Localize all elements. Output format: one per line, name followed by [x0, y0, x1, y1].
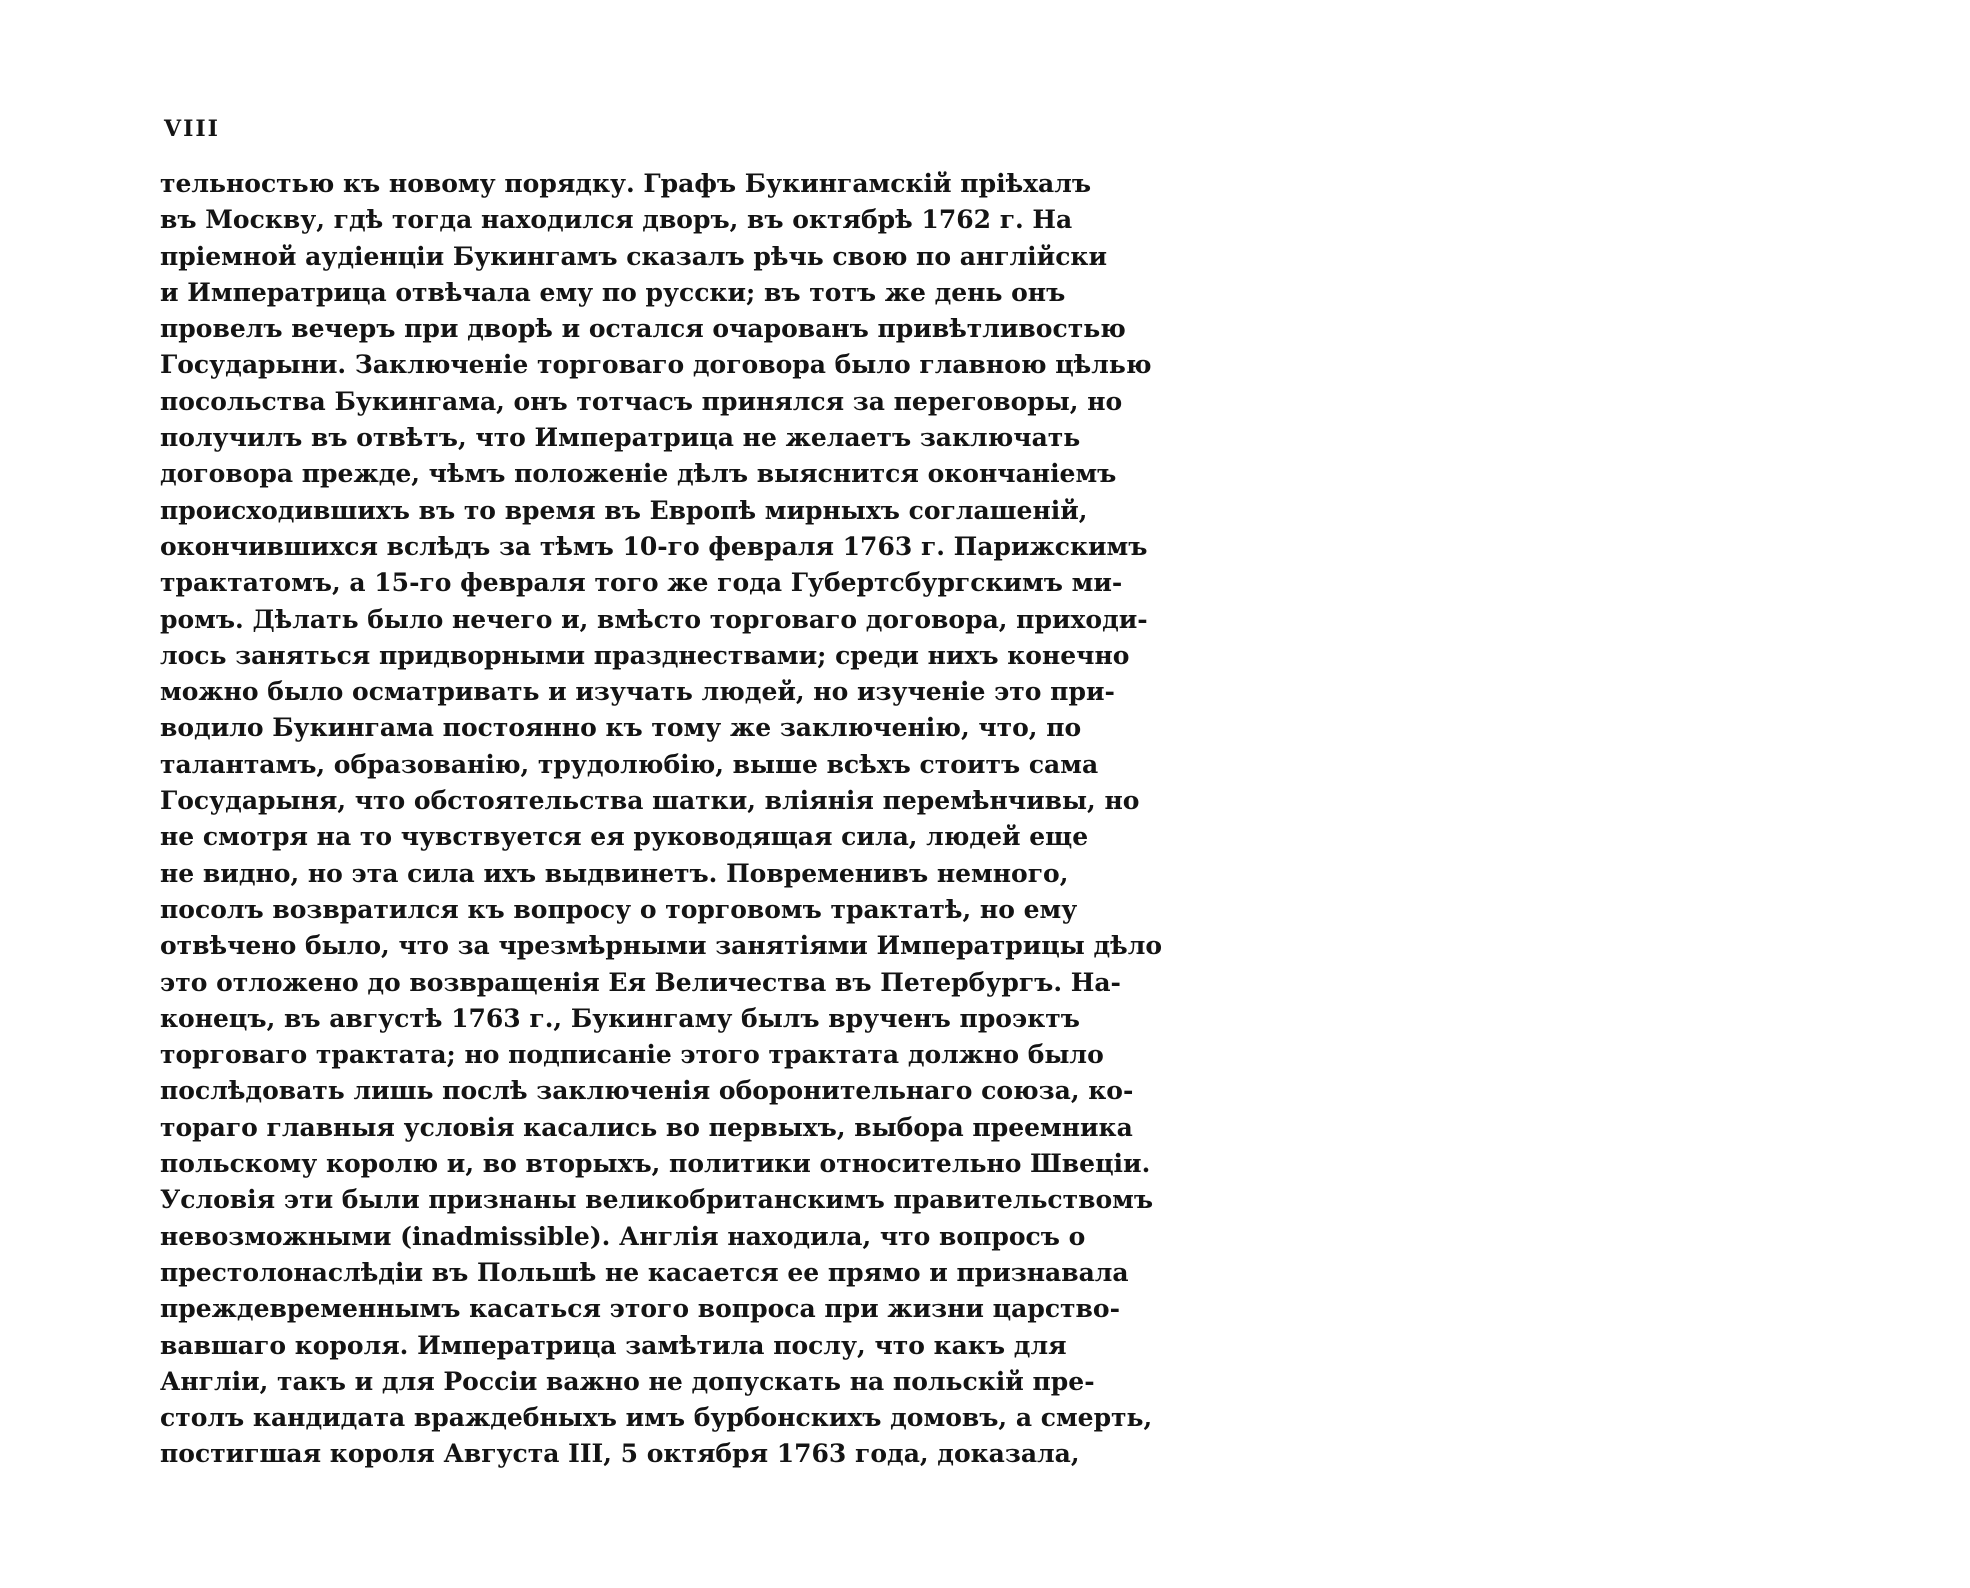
text-line: отвѣчено было, что за чрезмѣрными занятіями Императрицы дѣло: [160, 931, 1163, 961]
text-line: вавшаго короля. Императрица замѣтила послу, что какъ для: [160, 1330, 1067, 1360]
text-line: пріемной аудіенціи Букингамъ сказалъ рѣчь свою по англійски: [160, 241, 1108, 271]
text-line: провелъ вечеръ при дворѣ и остался очарованъ привѣтливостью: [160, 314, 1126, 344]
text-line: можно было осматривать и изучать людей, но изученіе это при-: [160, 677, 1115, 707]
text-line: получилъ въ отвѣтъ, что Императрица не желаетъ заключать: [160, 423, 1081, 453]
text-line: невозможными (inadmissible). Англія находила, что вопросъ о: [160, 1221, 1086, 1251]
text-line: торговаго трактата; но подписаніе этого трактата должно было: [160, 1040, 1104, 1070]
text-line: посольства Букингама, онъ тотчасъ принялся за переговоры, но: [160, 386, 1123, 416]
text-line: послѣдовать лишь послѣ заключенія оборонительнаго союза, ко-: [160, 1076, 1134, 1106]
text-line: престолонаслѣдіи въ Польшѣ не касается ее прямо и признавала: [160, 1257, 1129, 1287]
text-line: происходившихъ въ то время въ Европѣ мирныхъ соглашеній,: [160, 495, 1088, 525]
text-line: польскому королю и, во вторыхъ, политики относительно Швеціи.: [160, 1149, 1151, 1179]
text-line: окончившихся вслѣдъ за тѣмъ 10-го февраля 1763 г. Парижскимъ: [160, 531, 1148, 561]
text-line: талантамъ, образованію, трудолюбію, выше всѣхъ стоитъ сама: [160, 749, 1099, 779]
text-line: водило Букингама постоянно къ тому же заключенію, что, по: [160, 713, 1082, 743]
text-line: посолъ возвратился къ вопросу о торговомъ трактатѣ, но ему: [160, 894, 1078, 924]
text-line: Англіи, такъ и для Россіи важно не допускать на польскій пре-: [160, 1366, 1095, 1396]
text-line: Государыни. Заключеніе торговаго договора было главною цѣлью: [160, 350, 1152, 380]
text-line: ромъ. Дѣлать было нечего и, вмѣсто торговаго договора, приходи-: [160, 604, 1148, 634]
text-line: Условія эти были признаны великобританскимъ правительствомъ: [160, 1185, 1154, 1215]
text-line: не видно, но эта сила ихъ выдвинетъ. Повременивъ немного,: [160, 858, 1069, 888]
text-line: и Императрица отвѣчала ему по русски; въ тотъ же день онъ: [160, 277, 1066, 307]
text-line: это отложено до возвращенія Ея Величества въ Петербургъ. На-: [160, 967, 1121, 997]
text-line: трактатомъ, а 15-го февраля того же года Губертсбургскимъ ми-: [160, 568, 1123, 598]
text-line: лось заняться придворными празднествами; среди нихъ конечно: [160, 640, 1130, 670]
text-line: Государыня, что обстоятельства шатки, вліянія перемѣнчивы, но: [160, 786, 1140, 816]
text-line: договора прежде, чѣмъ положеніе дѣлъ выяснится окончаніемъ: [160, 459, 1117, 489]
text-line: не смотря на то чувствуется ея руководящая сила, людей еще: [160, 822, 1089, 852]
body-text: [160, 166, 1163, 1473]
text-line: въ Москву, гдѣ тогда находился дворъ, въ октябрѣ 1762 г. На: [160, 205, 1073, 235]
text-line: преждевременнымъ касаться этого вопроса при жизни царство-: [160, 1294, 1120, 1324]
page-number: VIII: [164, 116, 220, 142]
text-line: постигшая короля Августа III, 5 октября 1763 года, доказала,: [160, 1439, 1080, 1469]
text-line: столъ кандидата враждебныхъ имъ бурбонскихъ домовъ, а смерть,: [160, 1403, 1153, 1433]
text-line: тельностью къ новому порядку. Графъ Букингамскій пріѣхалъ: [160, 169, 1092, 198]
text-line: конецъ, въ августѣ 1763 г., Букингаму былъ врученъ проэктъ: [160, 1003, 1080, 1033]
text-line: тораго главныя условія касались во первыхъ, выбора преемника: [160, 1112, 1133, 1142]
